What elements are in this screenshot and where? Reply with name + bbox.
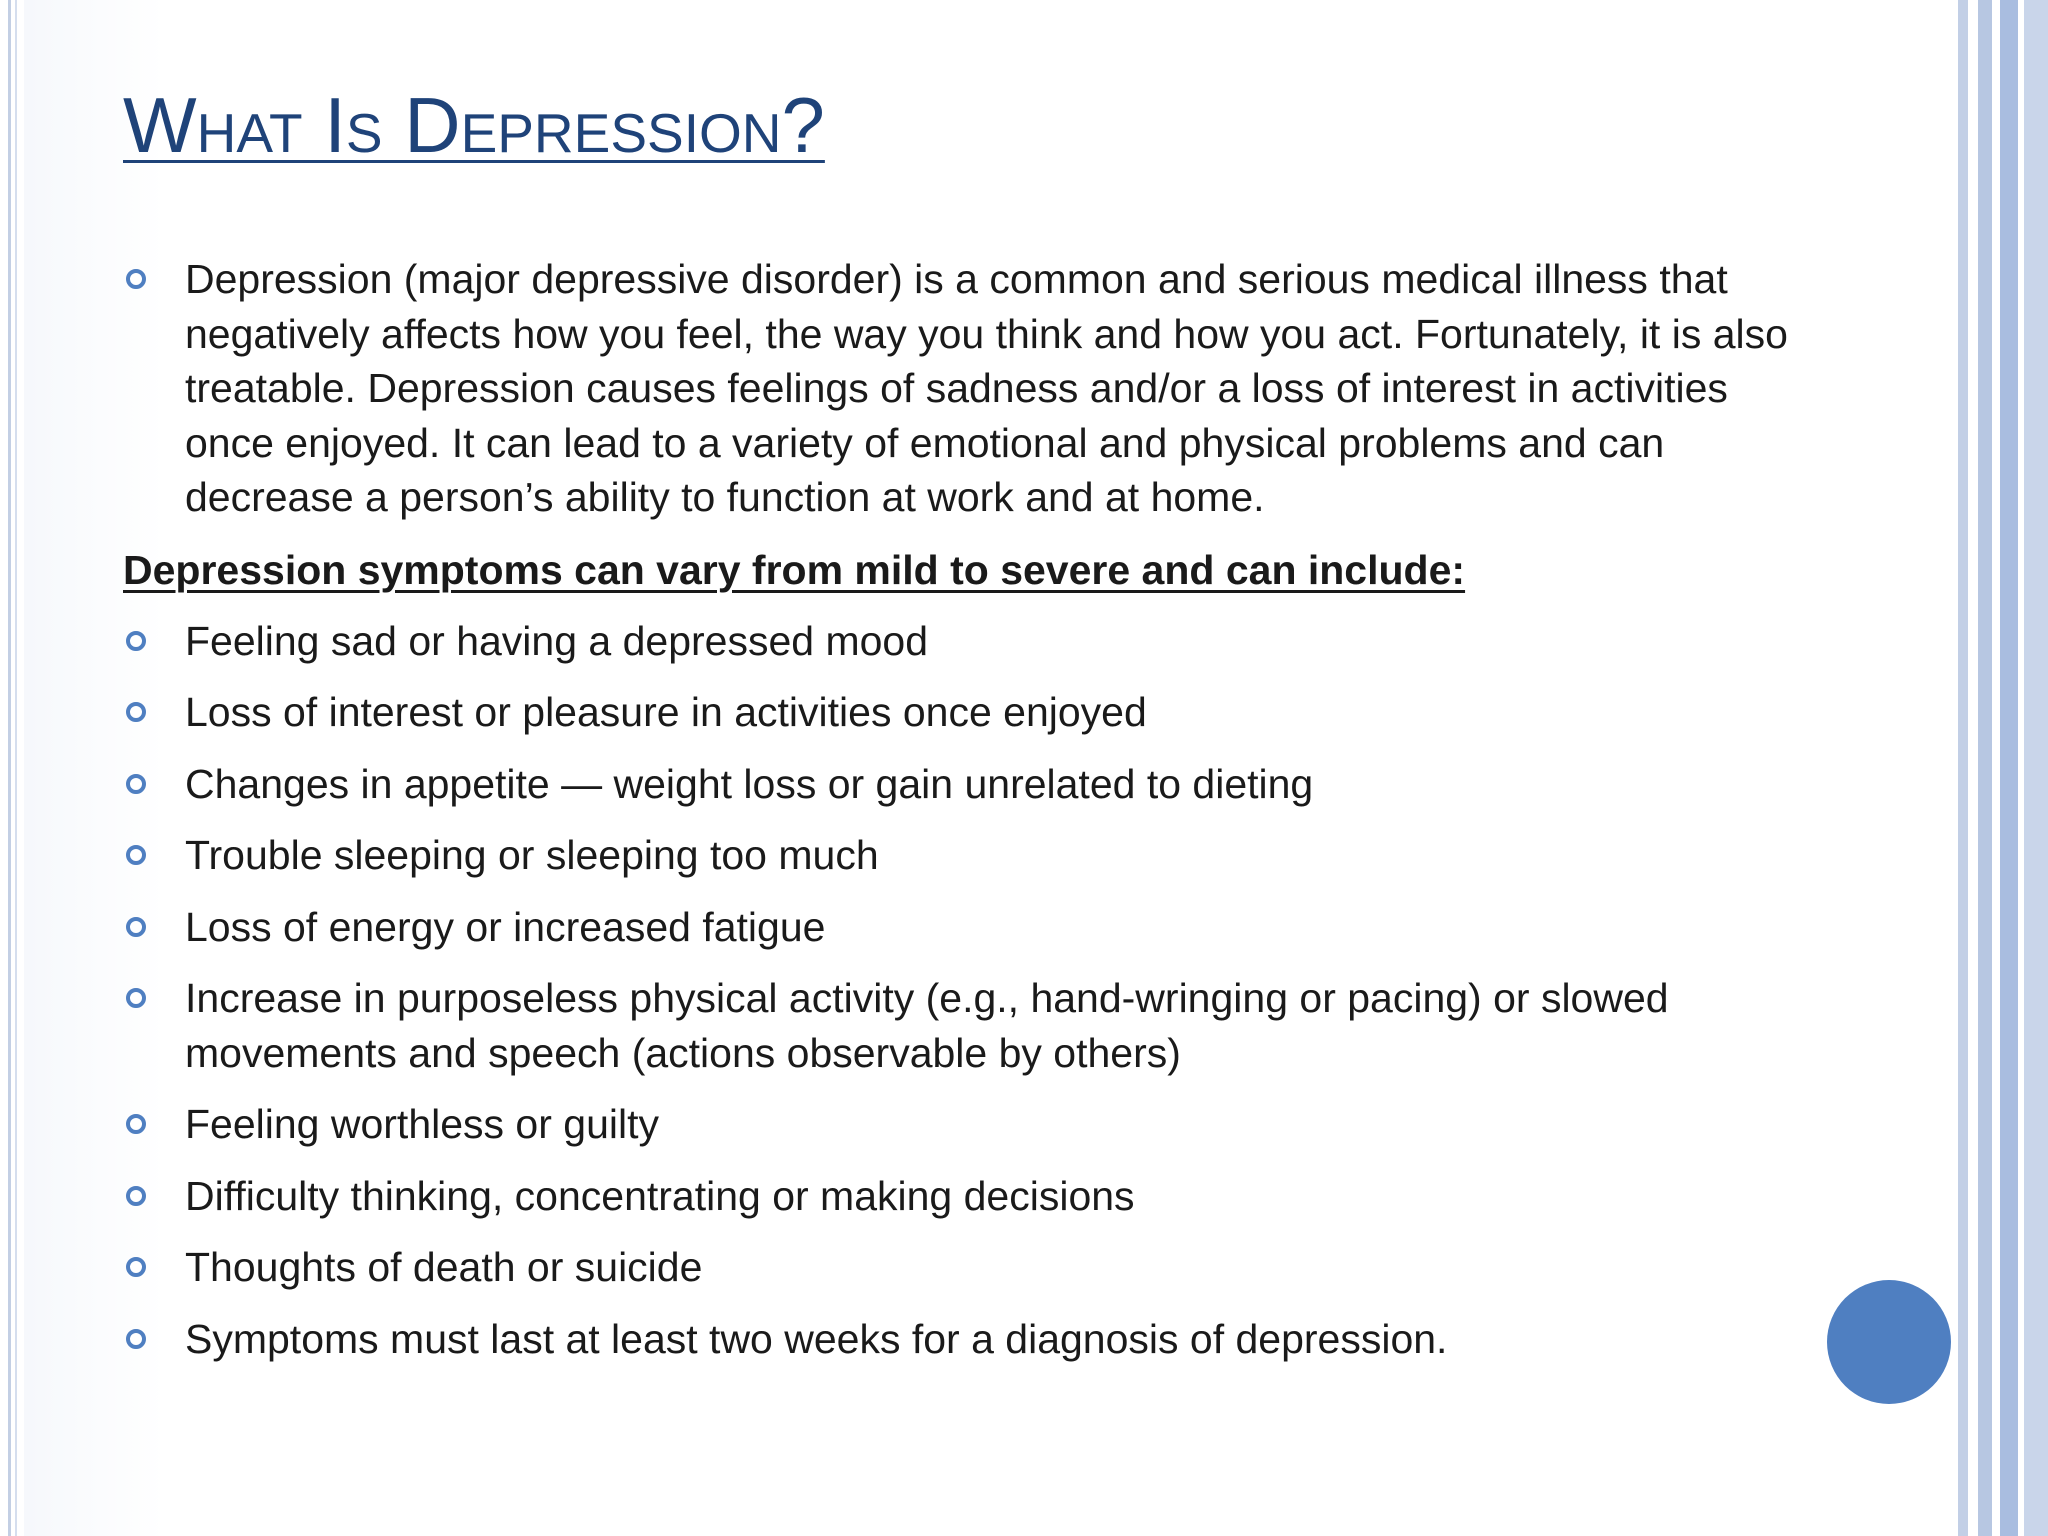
left-border [0, 0, 24, 1536]
symptom-text: Feeling worthless or guilty [185, 1101, 659, 1147]
list-item [123, 900, 1803, 955]
bullet-icon [126, 1114, 146, 1134]
bullet-icon [126, 631, 146, 651]
symptom-text: Trouble sleeping or sleeping too much [185, 832, 879, 878]
right-border-stripe [1978, 0, 1992, 1536]
slide-content [123, 252, 1803, 1383]
bullet-icon [126, 988, 146, 1008]
right-border-stripe [2024, 0, 2048, 1536]
symptom-text: Feeling sad or having a depressed mood [185, 617, 929, 664]
symptom-text: Thoughts of death or suicide [185, 1244, 703, 1290]
list-item [123, 757, 1803, 812]
intro-paragraph [123, 252, 1803, 525]
symptoms-heading: Depression symptoms can vary from mild to severe and can include: [123, 546, 1466, 593]
symptom-text: Increase in purposeless physical activity (e.g., hand-wringing or pacing) or slowed movements and speech (actions observable by others) [185, 975, 1669, 1076]
bullet-icon [126, 774, 146, 794]
bullet-icon [126, 1329, 146, 1349]
list-item [123, 614, 1803, 669]
symptom-text: Changes in appetite — weight loss or gain unrelated to dieting [185, 760, 1314, 807]
right-border-stripe [2000, 0, 2018, 1536]
slide-title: What Is Depression? [123, 81, 825, 169]
bullet-icon [126, 1257, 146, 1277]
left-border-line [8, 0, 11, 1536]
list-item [123, 828, 1803, 883]
decorative-circle [1827, 1280, 1951, 1404]
intro-text: Depression (major depressive disorder) is a common and serious medical illness that negatively affects how you feel, the way you think and how you act. Fortunately, it is also treatable. Depression causes feelings of sadness and/or a loss of interest in activities once enjoyed. It can lead to a variety of emotional and physical problems and can decrease a person’s ability to function at work and at home. [185, 256, 1788, 520]
bullet-icon [126, 1186, 146, 1206]
bullet-icon [126, 269, 146, 289]
bullet-icon [126, 845, 146, 865]
symptom-text: Loss of energy or increased fatigue [185, 903, 826, 950]
right-border-stripe [1958, 0, 1968, 1536]
list-item [123, 685, 1803, 740]
symptom-text: Loss of interest or pleasure in activities once enjoyed [185, 689, 1147, 735]
bullet-icon [126, 702, 146, 722]
symptom-text: Difficulty thinking, concentrating or making decisions [185, 1172, 1135, 1219]
left-border-line [15, 0, 17, 1536]
list-item [123, 1240, 1803, 1295]
list-item [123, 971, 1803, 1080]
bullet-icon [126, 917, 146, 937]
list-item [123, 1097, 1803, 1152]
symptom-text: Symptoms must last at least two weeks for a diagnosis of depression. [185, 1315, 1448, 1362]
list-item [123, 1169, 1803, 1224]
list-item [123, 1312, 1803, 1367]
